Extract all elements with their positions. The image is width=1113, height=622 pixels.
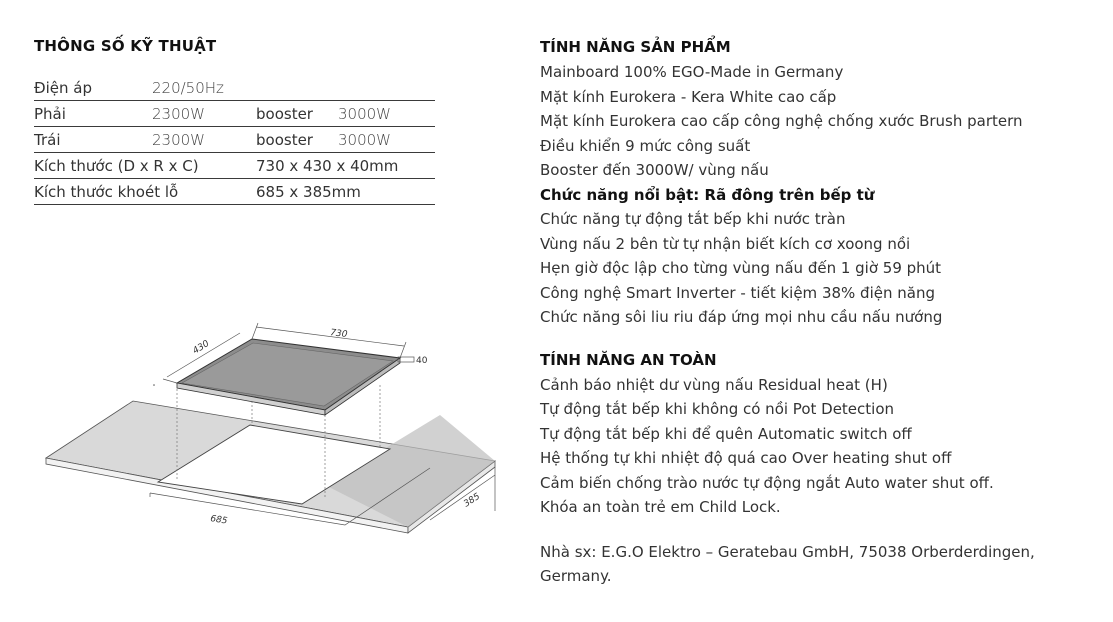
feature-item: Chức năng tự động tắt bếp khi nước tràn	[540, 210, 846, 228]
table-row	[34, 75, 435, 101]
spec-extra-value	[338, 75, 435, 101]
spec-extra: booster	[256, 130, 313, 149]
dim-cut-length: 685	[209, 514, 229, 527]
feature-item: Chức năng sôi liu riu đáp ứng mọi nhu cầu nấu nướng	[540, 308, 943, 326]
spec-extra: booster	[256, 104, 313, 123]
safety-item: Tự động tắt bếp khi không có nồi Pot Detection	[540, 400, 895, 418]
safety-item: Tự động tắt bếp khi để quên Automatic switch off	[540, 424, 912, 443]
spec-extra	[256, 75, 338, 101]
spec-label: Kích thước (D x R x C)	[34, 156, 199, 175]
dim-top-length: 730	[329, 328, 348, 341]
safety-title: TÍNH NĂNG AN TOÀN	[540, 350, 717, 369]
safety-item: Khóa an toàn trẻ em Child Lock.	[540, 498, 781, 516]
table-row	[34, 127, 435, 153]
table-row	[34, 153, 435, 179]
table-row	[34, 101, 435, 127]
dim-thickness: 40	[416, 356, 428, 366]
table-row	[34, 179, 435, 205]
installation-diagram	[40, 315, 500, 545]
spec-value: 220/50Hz	[152, 78, 224, 97]
specs-title: THÔNG SỐ KỸ THUẬT	[34, 37, 217, 55]
feature-item: Mặt kính Eurokera cao cấp công nghệ chống xước Brush partern	[540, 112, 1023, 130]
spec-value: 730 x 430 x 40mm	[256, 156, 399, 175]
safety-item: Hệ thống tự khi nhiệt độ quá cao Over heating shut off	[540, 449, 952, 467]
safety-item: Cảnh báo nhiệt dư vùng nấu Residual heat (H)	[540, 375, 888, 394]
feature-item: Mainboard 100% EGO-Made in Germany	[540, 63, 844, 81]
spec-extra-value: 3000W	[338, 104, 392, 123]
spec-label: Điện áp	[34, 78, 93, 97]
feature-highlight: Chức năng nổi bật: Rã đông trên bếp từ	[540, 185, 875, 204]
feature-item: Booster đến 3000W/ vùng nấu	[540, 161, 769, 179]
spec-label: Trái	[34, 130, 61, 149]
feature-item: Vùng nấu 2 bên từ tự nhận biết kích cơ xoong nồi	[540, 234, 911, 253]
spec-label: Phải	[34, 104, 66, 123]
feature-item: Mặt kính Eurokera - Kera White cao cấp	[540, 87, 837, 106]
dim-top-width: 430	[191, 338, 212, 357]
spec-label: Kích thước khoét lỗ	[34, 182, 179, 201]
spec-value: 2300W	[152, 130, 206, 149]
features-column	[540, 37, 1110, 588]
spec-value: 2300W	[152, 104, 206, 123]
feature-item: Điều khiển 9 mức công suất	[540, 136, 751, 155]
hob-glass-inner	[182, 343, 393, 406]
features-title: TÍNH NĂNG SẢN PHẨM	[540, 38, 731, 56]
specs-table	[34, 75, 435, 205]
feature-item: Công nghệ Smart Inverter - tiết kiệm 38% điện năng	[540, 283, 935, 302]
spec-value: 685 x 385mm	[256, 182, 361, 201]
spec-extra-value: 3000W	[338, 130, 392, 149]
manufacturer-info: Nhà sx: E.G.O Elektro – Geratebau GmbH, 75038 Orberderdingen, Germany.	[540, 542, 1035, 585]
safety-item: Cảm biến chống trào nước tự động ngắt Auto water shut off.	[540, 473, 994, 492]
dim-cut-width: 385	[462, 491, 483, 510]
feature-item: Hẹn giờ độc lập cho từng vùng nấu đến 1 giờ 59 phút	[540, 259, 942, 277]
